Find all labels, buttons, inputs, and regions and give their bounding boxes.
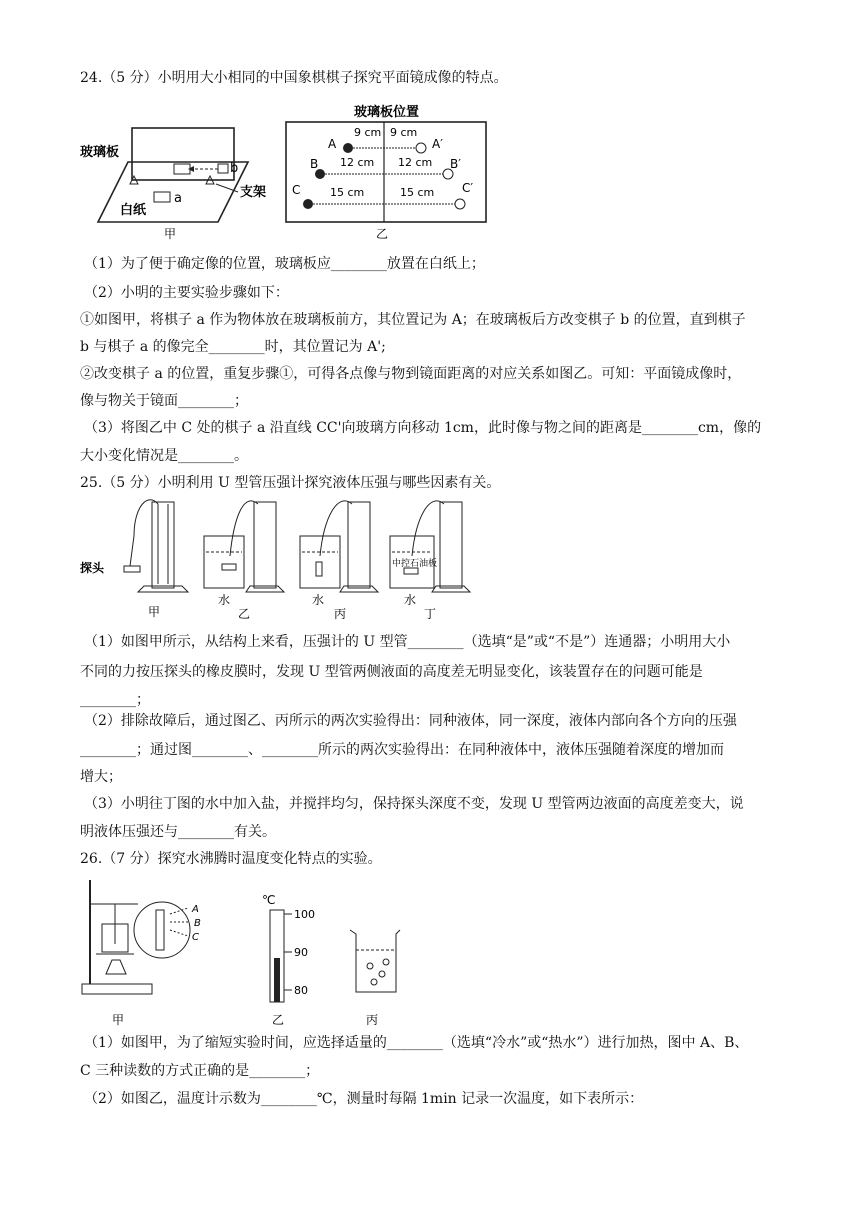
b-label: b [230, 161, 239, 176]
q25-title: 25.（5 分）小明利用 U 型管压强计探究液体压强与哪些因素有关。 [80, 475, 501, 491]
figure-24-yi [284, 102, 490, 242]
dist-B-right: 12 cm [398, 156, 433, 169]
water-bing: 水 [312, 593, 325, 607]
figure-24-jia [78, 122, 268, 240]
label-C: C [192, 932, 199, 943]
caption-26-bing: 丙 [366, 1013, 379, 1027]
caption-jia: 甲 [164, 227, 177, 240]
point-A-prime: A′ [432, 137, 443, 151]
manometer-jia [124, 500, 188, 592]
caption-yi: 乙 [376, 227, 389, 241]
dist-C-right: 15 cm [400, 186, 435, 199]
q25-line8: 明液体压强还与________有关。 [80, 824, 276, 840]
q25-line3: ________； [80, 692, 150, 708]
probe-label: 探头 [80, 561, 105, 575]
q26-line2: C 三种读数的方式正确的是________； [80, 1063, 320, 1079]
q24-line2: （2）小明的主要实验步骤如下： [84, 285, 289, 301]
point-C: C [292, 183, 301, 197]
point-B: B [310, 157, 319, 171]
q26-line1: （1）如图甲，为了缩短实验时间，应选择适量的________（选填“冷水”或“热水”）进行加热，图中 A、B、 [84, 1035, 749, 1051]
glass-position-label: 玻璃板位置 [354, 105, 420, 120]
q25-line2: 不同的力按压探头的橡皮膜时，发现 U 型管两侧液面的高度差无明显变化，该装置存在的问题可能是 [80, 664, 703, 680]
caption-26-jia: 甲 [112, 1013, 125, 1027]
stand-label: 支架 [240, 185, 267, 200]
q25-line1: （1）如图甲所示，从结构上来看，压强计的 U 型管________（选填“是”或“不是”）连通器；小明用大小 [84, 634, 731, 650]
tick-80: 80 [294, 984, 308, 997]
label-A: A [192, 904, 199, 915]
q24-line4: b 与棋子 a 的像完全________时，其位置记为 A'; [80, 339, 386, 355]
label-B: B [194, 918, 201, 929]
caption-25-jia: 甲 [148, 605, 161, 619]
q25-line6: 增大； [80, 769, 122, 785]
figure-25 [78, 496, 478, 620]
tick-90: 90 [294, 946, 308, 959]
salt-label: 中控石油板 [392, 559, 438, 569]
beaker [350, 930, 400, 992]
glass-label: 玻璃板 [80, 145, 120, 160]
water-ding: 水 [404, 593, 417, 607]
caption-25-yi: 乙 [238, 607, 251, 620]
q25-line5: ________；通过图________、________所示的两次实验得出：在同种液体中，液体压强随着深度的增加而 [80, 742, 724, 758]
q24-line6: 像与物关于镜面________； [80, 393, 248, 409]
a-label: a [174, 191, 182, 206]
paper-label: 白纸 [120, 203, 147, 218]
figure-26 [78, 874, 408, 1030]
thermometer [270, 910, 292, 1002]
q25-line4: （2）排除故障后，通过图乙、丙所示的两次实验得出：同种液体，同一深度，液体内部向各个方向的压强 [84, 713, 737, 729]
caption-26-yi: 乙 [272, 1013, 285, 1027]
point-A: A [328, 137, 337, 151]
dist-C-left: 15 cm [330, 186, 365, 199]
dist-A-left: 9 cm [354, 126, 382, 139]
caption-25-bing: 丙 [334, 607, 347, 620]
boiling-apparatus [82, 880, 190, 994]
q25-line7: （3）小明往丁图的水中加入盐，并搅拌均匀，保持探头深度不变，发现 U 型管两边液面的高度差变大，说 [84, 796, 744, 812]
q24-line7: （3）将图乙中 C 处的棋子 a 沿直线 CC'向玻璃方向移动 1cm，此时像与物之间的距离是________cm，像的 [84, 420, 762, 436]
q26-line3: （2）如图乙，温度计示数为________℃，测量时每隔 1min 记录一次温度，如下表所示： [84, 1091, 644, 1107]
dist-A-right: 9 cm [390, 126, 418, 139]
water-yi: 水 [218, 593, 231, 607]
manometer-bing [300, 501, 378, 592]
manometer-ding [390, 501, 470, 592]
caption-25-ding: 丁 [424, 607, 437, 620]
celsius-unit: ℃ [262, 893, 276, 907]
point-C-prime: C′ [462, 181, 474, 195]
manometer-yi [204, 501, 284, 592]
tick-100: 100 [294, 908, 315, 921]
dist-B-left: 12 cm [340, 156, 375, 169]
q24-line8: 大小变化情况是________。 [80, 448, 248, 464]
q24-line1: （1）为了便于确定像的位置，玻璃板应________放置在白纸上； [84, 256, 485, 272]
q24-title: 24.（5 分）小明用大小相同的中国象棋棋子探究平面镜成像的特点。 [80, 70, 508, 86]
q24-line5: ②改变棋子 a 的位置，重复步骤①，可得各点像与物到镜面距离的对应关系如图乙。可知：平面镜成像时， [80, 366, 742, 382]
point-B-prime: B′ [450, 157, 461, 171]
q26-title: 26.（7 分）探究水沸腾时温度变化特点的实验。 [80, 851, 382, 867]
q24-line3: ①如图甲，将棋子 a 作为物体放在玻璃板前方，其位置记为 A；在玻璃板后方改变棋子 b 的位置，直到棋子 [80, 312, 746, 328]
